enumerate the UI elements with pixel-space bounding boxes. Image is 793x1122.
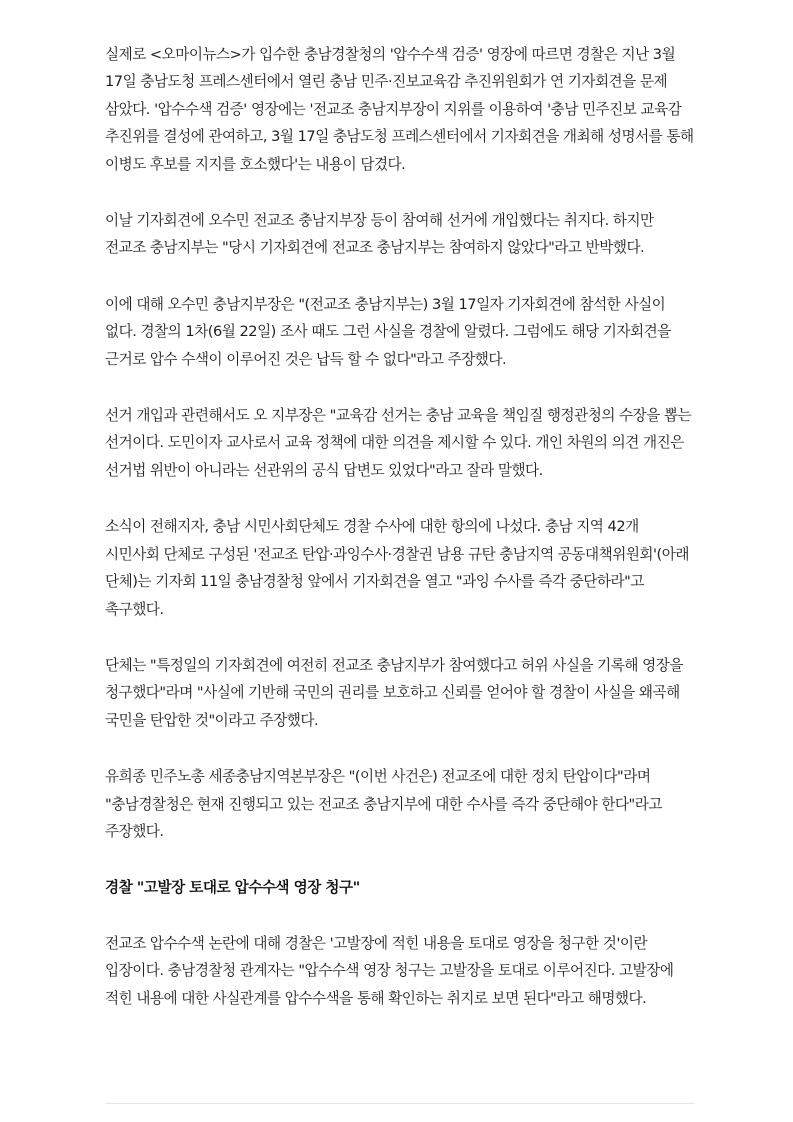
paragraph-branch-leader-statement: 이에 대해 오수민 충남지부장은 "(전교조 충남지부는) 3월 17일자 기자회견에 참석한 사실이 없다. 경찰의 1차(6월 22일) 조사 때도 그런 사실을 경찰에 알렸다. 그럼에도 해당 기자회견을 근거로 압수 수색이 이루어진 것은 납득 할 수 없다"라고 주장했다. bbox=[105, 295, 671, 368]
paragraph-union-leader-statement: 유희종 민주노총 세종충남지역본부장은 "(이번 사건은) 전교조에 대한 정치 탄압이다"라며 "충남경찰청은 현재 진행되고 있는 전교조 충남지부에 대한 수사를 즉각 중단해야 한다"라고 주장했다. bbox=[105, 768, 662, 840]
paragraph-election-involvement: 선거 개입과 관련해서도 오 지부장은 "교육감 선거는 충남 교육을 책임질 행정관청의 수장을 뽑는 선거이다. 도민이자 교사로서 교육 정책에 대한 의견을 제시할 수 있다. 개인 차원의 의견 개진은 선거법 위반이 아니라는 선관위의 공식 답변도 있었다"라고 잘라 말했다. bbox=[105, 407, 692, 479]
section-subheading: 경찰 "고발장 토대로 압수수색 영장 청구" bbox=[105, 879, 360, 897]
paragraph-search-warrant-details: 실제로 <오마이뉴스>가 입수한 충남경찰청의 '압수수색 검증' 영장에 따르면 경찰은 지난 3월 17일 충남도청 프레스센터에서 열린 충남 민주·진보교육감 추진위원회가 연 기자회견을 문제 삼았다. '압수수색 검증' 영장에는 '전교조 충남지부장이 지위를 이용하여 '충남 민주진보 교육감 추진위를 결성에 관여하고, 3월 17일 충남도청 프레스센터에서 기자회견을 개최해 성명서를 통해 이병도 후보를 지지를 호소했다'는 내용이 담겼다. bbox=[105, 46, 694, 173]
article-divider bbox=[105, 1103, 695, 1104]
paragraph-civic-groups-protest: 소식이 전해지자, 충남 시민사회단체도 경찰 수사에 대한 항의에 나섰다. 충남 지역 42개 시민사회 단체로 구성된 '전교조 탄압·과잉수사·경찰권 남용 규탄 충남지역 공동대책위원회'(아래 단체)는 기자회 11일 충남경찰청 앞에서 기자회견을 열고 "과잉 수사를 즉각 중단하라"고 촉구했다. bbox=[105, 518, 689, 618]
paragraph-groups-claim: 단체는 "특정일의 기자회견에 여전히 전교조 충남지부가 참여했다고 허위 사실을 기록해 영장을 청구했다"라며 "사실에 기반해 국민의 권리를 보호하고 신뢰를 얻어야 할 경찰이 사실을 왜곡해 국민을 탄압한 것"이라고 주장했다. bbox=[105, 656, 683, 729]
paragraph-press-conference-rebuttal: 이날 기자회견에 오수민 전교조 충남지부장 등이 참여해 선거에 개입했다는 취지다. 하지만 전교조 충남지부는 "당시 기자회견에 전교조 충남지부는 참여하지 않았다"라고 반박했다. bbox=[105, 212, 654, 257]
paragraph-police-explanation: 전교조 압수수색 논란에 대해 경찰은 '고발장에 적힌 내용을 토대로 영장을 청구한 것'이란 입장이다. 충남경찰청 관계자는 "압수수색 영장 청구는 고발장을 토대로 이루어진다. 고발장에 적힌 내용에 대한 사실관계를 압수수색을 통해 확인하는 취지로 보면 된다"라고 해명했다. bbox=[105, 934, 674, 1007]
article-body bbox=[105, 41, 695, 1041]
